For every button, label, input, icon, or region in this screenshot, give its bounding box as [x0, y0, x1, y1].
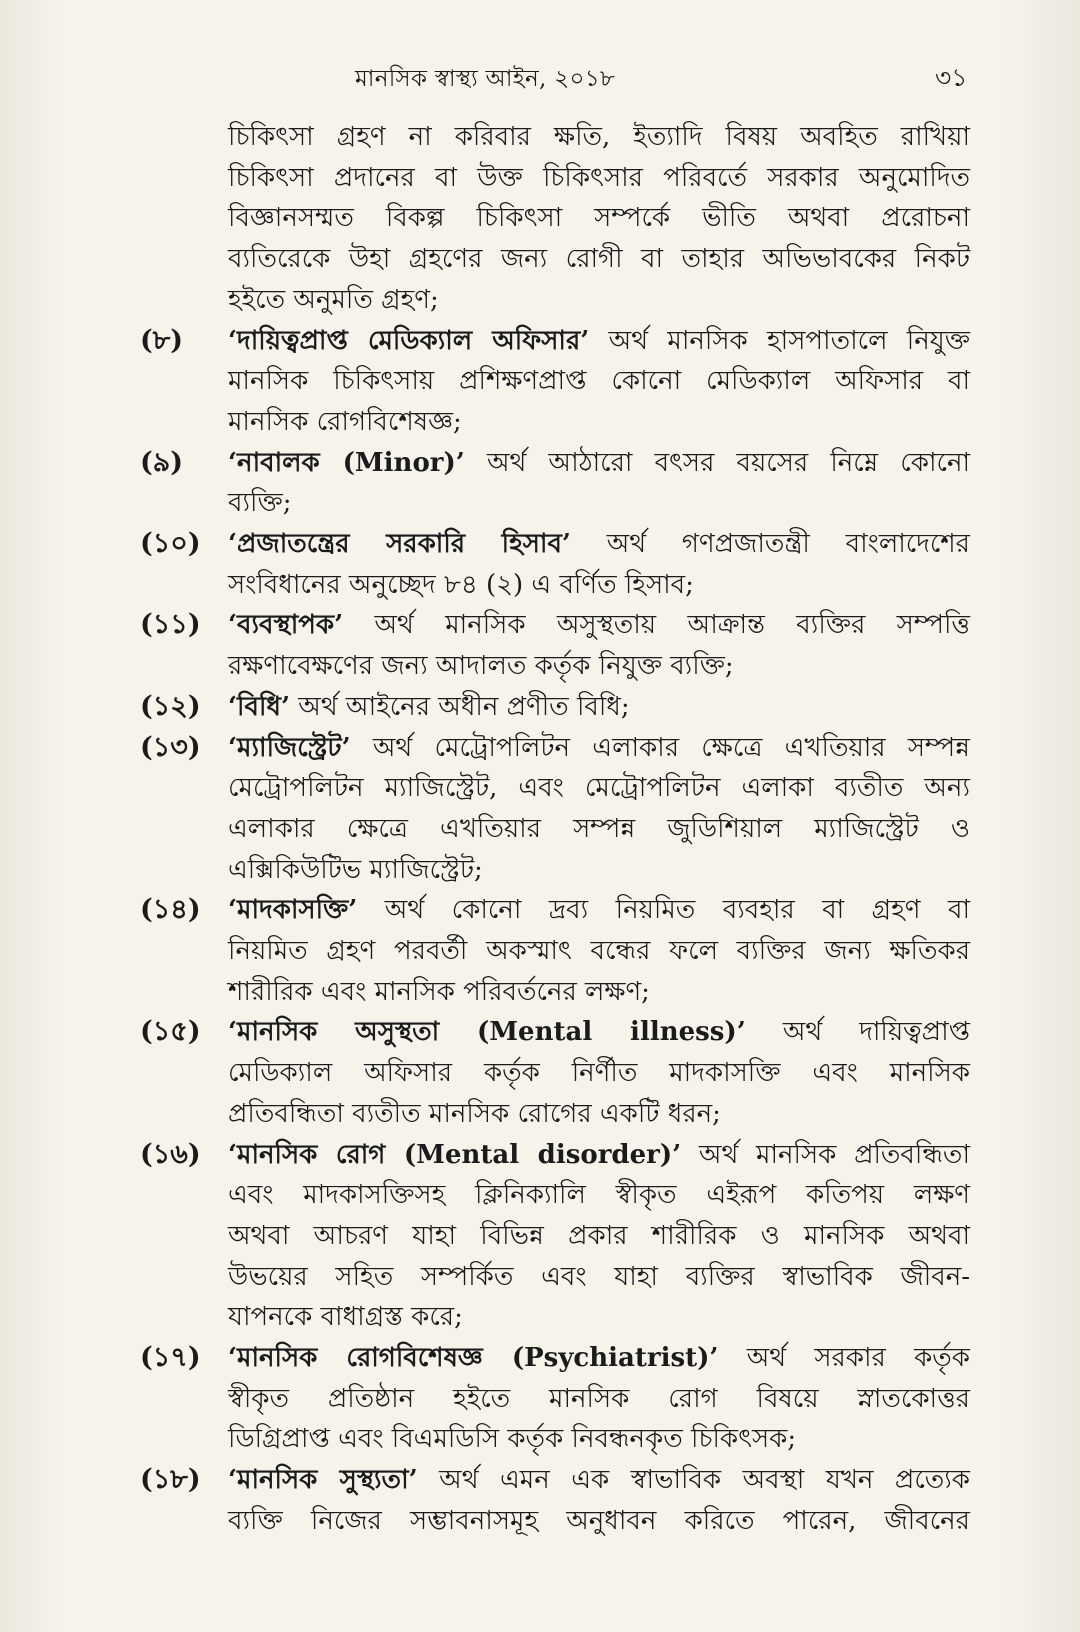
defined-term: ‘মাদকাসক্তি’	[228, 895, 358, 926]
text-line: হইতে অনুমতি গ্রহণ;	[228, 284, 439, 315]
defined-term: ‘বিধি’	[228, 691, 291, 722]
defined-term: ‘মানসিক রোগ (Mental disorder)’	[228, 1139, 682, 1170]
text-line: চিকিৎসা প্রদানের বা উক্ত চিকিৎসার পরিবর্তে সরকার অনুমোদিত	[228, 162, 970, 193]
clause-number: (১৬)	[140, 1138, 201, 1170]
clause-heading-line: ‘ম্যাজিস্ট্রেট’ অর্থ মেট্রোপলিটন এলাকার ক্ষেত্রে এখতিয়ার সম্পন্ন	[228, 732, 970, 763]
text-line: উভয়ের সহিত সম্পর্কিত এবং যাহা ব্যক্তির স্বাভাবিক জীবন-	[228, 1261, 970, 1292]
text-line: শারীরিক এবং মানসিক পরিবর্তনের লক্ষণ;	[228, 976, 650, 1007]
clause-number: (১৩)	[140, 731, 201, 763]
clause-number: (১০)	[140, 528, 201, 559]
text-line: স্বীকৃত প্রতিষ্ঠান হইতে মানসিক রোগ বিষয়ে স্নাতকোত্তর	[228, 1383, 970, 1414]
text-line: প্রতিবন্ধিতা ব্যতীত মানসিক রোগের একটি ধরন;	[228, 1098, 721, 1129]
defined-term: ‘ব্যবস্থাপক’	[228, 610, 344, 641]
text-line: এক্সিকিউটিভ ম্যাজিস্ট্রেট;	[228, 854, 483, 885]
clause-number: (১৪)	[140, 894, 201, 926]
clause-heading-line: ‘মানসিক রোগবিশেষজ্ঞ (Psychiatrist)’ অর্থ সরকার কর্তৃক	[228, 1343, 970, 1373]
clause-heading-line: ‘নাবালক (Minor)’ অর্থ আঠারো বৎসর বয়সের নিম্নে কোনো	[228, 447, 971, 478]
clause-heading-line: ‘মানসিক অসুস্থতা (Mental illness)’ অর্থ দায়িত্বপ্রাপ্ত	[228, 1017, 970, 1048]
page-number: ৩১	[935, 63, 968, 92]
clause-heading-line: ‘প্রজাতন্ত্রের সরকারি হিসাব’ অর্থ গণপ্রজাতন্ত্রী বাংলাদেশের	[228, 529, 970, 559]
text-line: মেট্রোপলিটন ম্যাজিস্ট্রেট, এবং মেট্রোপলিটন এলাকা ব্যতীত অন্য	[228, 773, 970, 804]
text-line: যাপনকে বাধাগ্রস্ত করে;	[228, 1302, 463, 1333]
defined-term: ‘মানসিক সুস্থ্যতা’	[228, 1465, 418, 1496]
text-line: সংবিধানের অনুচ্ছেদ ৮৪ (২) এ বর্ণিত হিসাব;	[228, 569, 694, 600]
clause-number: (১২)	[140, 690, 201, 722]
clause-number: (৯)	[140, 446, 184, 478]
clause-heading-line: ‘বিধি’ অর্থ আইনের অধীন প্রণীত বিধি;	[228, 691, 630, 722]
clause-number: (৮)	[140, 324, 184, 356]
clause-heading-line: ‘মানসিক রোগ (Mental disorder)’ অর্থ মানসিক প্রতিবন্ধিতা	[228, 1139, 970, 1170]
text-line: মানসিক রোগবিশেষজ্ঞ;	[228, 406, 462, 437]
running-header	[0, 60, 1080, 100]
defined-term: ‘প্রজাতন্ত্রের সরকারি হিসাব’	[228, 529, 571, 559]
clause-heading-line: ‘ব্যবস্থাপক’ অর্থ মানসিক অসুস্থতায় আক্রান্ত ব্যক্তির সম্পত্তি	[228, 610, 970, 641]
defined-term: ‘দায়িত্বপ্রাপ্ত মেডিক্যাল অফিসার’	[228, 325, 590, 356]
defined-term: ‘মানসিক অসুস্থতা (Mental illness)’	[228, 1017, 746, 1048]
text-line: ডিগ্রিপ্রাপ্ত এবং বিএমডিসি কর্তৃক নিবন্ধনকৃত চিকিৎসক;	[228, 1424, 797, 1455]
clause-number: (১৮)	[140, 1464, 201, 1496]
clause-heading-line: ‘মাদকাসক্তি’ অর্থ কোনো দ্রব্য নিয়মিত ব্যবহার বা গ্রহণ বা	[228, 895, 970, 926]
text-line: চিকিৎসা গ্রহণ না করিবার ক্ষতি, ইত্যাদি বিষয় অবহিত রাখিয়া	[228, 122, 970, 152]
text-line: রক্ষণাবেক্ষণের জন্য আদালত কর্তৃক নিযুক্ত ব্যক্তি;	[228, 651, 734, 682]
text-line: এবং মাদকাসক্তিসহ ক্লিনিক্যালি স্বীকৃত এইরূপ কতিপয় লক্ষণ	[228, 1180, 970, 1211]
clause-number: (১৫)	[140, 1016, 201, 1048]
text-line: নিয়মিত গ্রহণ পরবর্তী অকস্মাৎ বন্ধের ফলে ব্যক্তির জন্য ক্ষতিকর	[228, 936, 970, 966]
text-line: অথবা আচরণ যাহা বিভিন্ন প্রকার শারীরিক ও মানসিক অথবা	[228, 1220, 970, 1251]
clause-heading-line: ‘দায়িত্বপ্রাপ্ত মেডিক্যাল অফিসার’ অর্থ মানসিক হাসপাতালে নিযুক্ত	[228, 325, 970, 356]
clause-heading-line: ‘মানসিক সুস্থ্যতা’ অর্থ এমন এক স্বাভাবিক অবস্থা যখন প্রত্যেক	[228, 1465, 970, 1496]
defined-term: ‘নাবালক (Minor)’	[228, 447, 465, 478]
text-line: মানসিক চিকিৎসায় প্রশিক্ষণপ্রাপ্ত কোনো মেডিক্যাল অফিসার বা	[228, 366, 970, 397]
defined-term: ‘মানসিক রোগবিশেষজ্ঞ (Psychiatrist)’	[228, 1343, 719, 1373]
text-line: এলাকার ক্ষেত্রে এখতিয়ার সম্পন্ন জুডিশিয়াল ম্যাজিস্ট্রেট ও	[228, 813, 970, 844]
text-line: ব্যক্তি নিজের সম্ভাবনাসমূহ অনুধাবন করিতে পারেন, জীবনের	[228, 1505, 970, 1536]
defined-term: ‘ম্যাজিস্ট্রেট’	[228, 732, 351, 763]
text-line: ব্যতিরেকে উহা গ্রহণের জন্য রোগী বা তাহার অভিভাবকের নিকট	[228, 244, 970, 275]
clause-number: (১৭)	[140, 1342, 201, 1373]
text-line: ব্যক্তি;	[228, 488, 292, 519]
text-line: মেডিক্যাল অফিসার কর্তৃক নির্ণীত মাদকাসক্তি এবং মানসিক	[228, 1058, 970, 1089]
text-line: বিজ্ঞানসম্মত বিকল্প চিকিৎসা সম্পর্কে ভীতি অথবা প্ররোচনা	[228, 203, 970, 234]
clause-number: (১১)	[140, 609, 201, 641]
running-header-title: মানসিক স্বাস্থ্য আইন, ২০১৮	[355, 66, 616, 92]
